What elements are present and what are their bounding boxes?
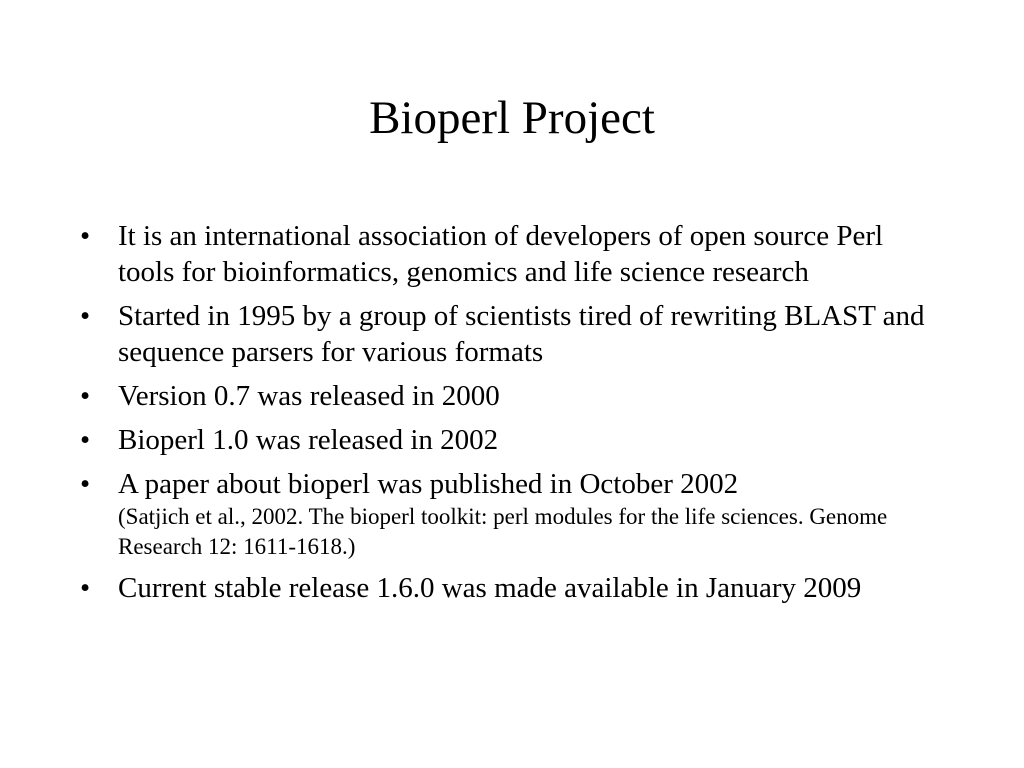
- bullet-item: [78, 378, 928, 414]
- bullet-marker-icon: •: [80, 300, 91, 332]
- bullet-marker-icon: •: [80, 468, 91, 500]
- bullet-text: Version 0.7 was released in 2000: [118, 380, 500, 412]
- bullet-text: It is an international association of developers of open source Perl tools for bioinformatics, genomics and life science research: [118, 220, 884, 288]
- bullet-text: A paper about bioperl was published in October 2002: [118, 468, 739, 500]
- bullet-marker-icon: •: [80, 380, 91, 412]
- bullet-item: [78, 298, 928, 370]
- bullet-text: Started in 1995 by a group of scientists tired of rewriting BLAST and sequence parsers for various formats: [118, 300, 925, 368]
- bullet-marker-icon: •: [80, 572, 91, 604]
- bullet-text: Bioperl 1.0 was released in 2002: [118, 424, 499, 456]
- bullet-text: Current stable release 1.6.0 was made available in January 2009: [118, 572, 862, 604]
- bullet-item: [78, 466, 928, 562]
- bullet-marker-icon: •: [80, 424, 91, 456]
- bullet-item: [78, 570, 928, 606]
- slide-title: Bioperl Project: [369, 92, 655, 144]
- citation-note: (Satjich et al., 2002. The bioperl toolkit: perl modules for the life sciences. Genome Research 12: 1611-1618.): [118, 504, 888, 559]
- bullet-item: [78, 422, 928, 458]
- bullet-item: [78, 218, 928, 290]
- bullet-marker-icon: •: [80, 220, 91, 252]
- bullet-list: [78, 218, 928, 614]
